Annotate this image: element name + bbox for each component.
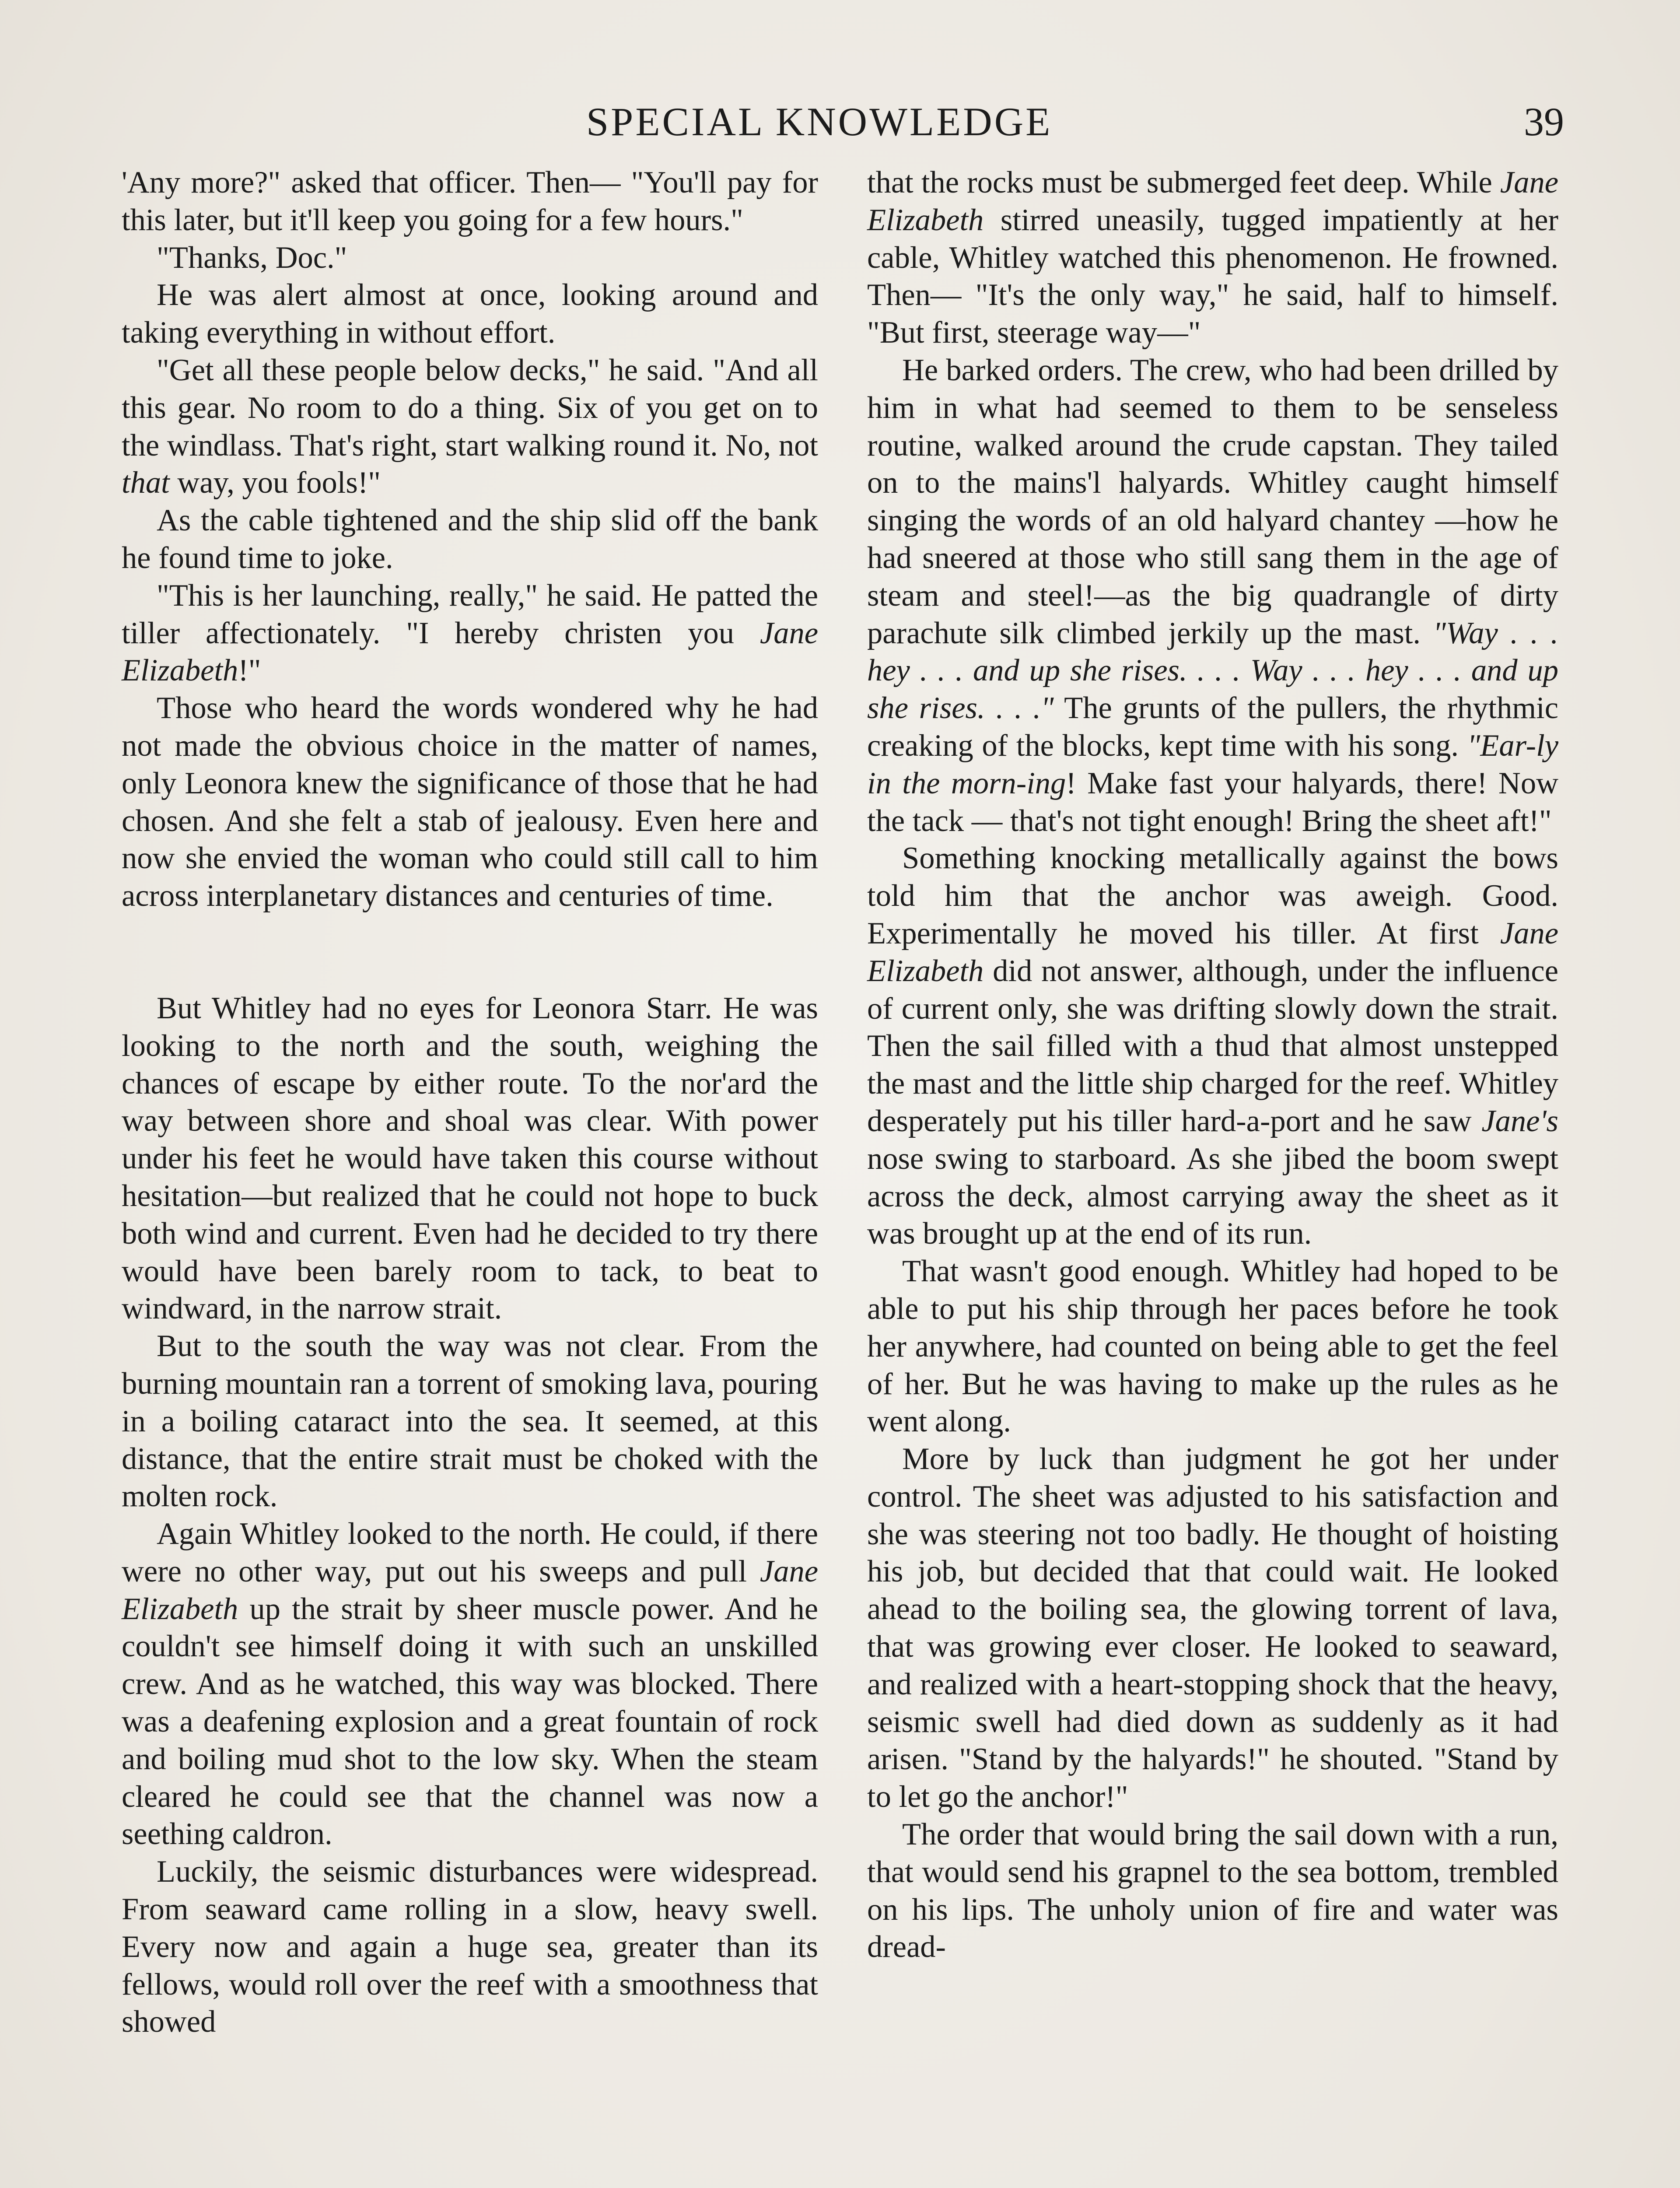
text-run: More by luck than judgment he got her under control. The sheet was adjusted to his satisfaction and she was steering not too badly. He thought of hoisting his job, but decided that that could wait. He looked ahead to the boiling sea, the glowing torrent of lava, that was growing ever closer. He looked to seaward, and realized with a heart-stopping shock that the heavy, seismic swell had died down as suddenly as it had arisen. "Stand by the halyards!" he shouted. "Stand by to let go the anchor!" xyxy=(867,1442,1558,1814)
text-run: 'Any more?" asked that officer. Then— "You'll pay for this later, but it'll keep you going for a few hours." xyxy=(122,165,818,237)
text-run: !" xyxy=(238,653,261,688)
text-run: Again Whitley looked to the north. He could, if there were no other way, put out his sweeps and pull xyxy=(122,1517,818,1588)
text-run: "Get all these people below decks," he said. "And all this gear. No room to do a thing. Six of you get on to the windlass. That's right, start walking round it. No, not xyxy=(122,353,818,463)
text-run: He barked orders. The crew, who had been drilled by him in what had seemed to them to be senseless routine, walked around the crude capstan. They tailed on to the mains'l halyards. Whitley caught himself singing the words of an old halyard chantey —how he had sneered at those who still sang them in the age of steam and steel!—as the big quadrangle of dirty parachute silk climbed jerkily up the mast. xyxy=(867,353,1558,650)
text-run: did not answer, although, under the influence of current only, she was drifting slowly down the strait. Then the sail filled with a thud that almost unstepped the mast and the little ship charged for the reef. Whitley desperately put his tiller hard-a-port and he saw xyxy=(867,954,1558,1138)
text-run: Luckily, the seismic disturbances were widespread. From seaward came rolling in a slow, heavy swell. Every now and again a huge sea, greater than its fellows, would roll over the reef with a smoothness that showed xyxy=(122,1855,818,2039)
running-head: SPECIAL KNOWLEDGE xyxy=(586,99,1053,144)
paragraph xyxy=(122,502,818,577)
text-run: nose swing to starboard. As she jibed the boom swept across the deck, almost carrying away the sheet as it was brought up at the end of its run. xyxy=(867,1141,1558,1251)
paragraph xyxy=(122,239,818,277)
italic-text: that xyxy=(122,466,170,500)
italic-text: "Way . . . hey . . . and up she rises. . . . Way . . . hey . . . and up she rises. . . ." xyxy=(867,616,1559,726)
paragraph xyxy=(122,352,818,502)
text-run: The order that would bring the sail down with a run, that would send his grapnel to the sea bottom, trembled on his lips. The unholy union of fire and water was dread- xyxy=(867,1817,1558,1964)
paragraph xyxy=(122,690,818,915)
paragraph xyxy=(122,277,818,352)
text-run: ! Make fast your halyards, there! Now the tack — that's not tight enough! Bring the sheet aft!" xyxy=(867,766,1558,838)
italic-text: Jane Elizabeth xyxy=(867,916,1558,988)
text-run: But Whitley had no eyes for Leonora Starr. He was looking to the north and the south, weighing the chances of escape by either route. To the nor'ard the way between shore and shoal was clear. With power under his feet he would have taken this course without hesitation—but realized that he could not hope to buck both wind and current. Even had he decided to try there would have been barely room to tack, to beat to windward, in the narrow strait. xyxy=(122,991,818,1326)
paragraph xyxy=(122,1515,818,1853)
text-run: stirred uneasily, tugged impatiently at her cable, Whitley watched this phenomenon. He frowned. Then— "It's the only way," he said, half to himself. "But first, steerage way—" xyxy=(867,203,1558,350)
paragraph xyxy=(867,840,1558,1253)
text-run: That wasn't good enough. Whitley had hoped to be able to put his ship through her paces before he took her anywhere, had counted on being able to get the feel of her. But he was having to make up the rules as he went along. xyxy=(867,1254,1558,1439)
paragraph xyxy=(122,577,818,690)
text-run: way, you fools!" xyxy=(169,466,381,500)
paragraph xyxy=(122,990,818,1328)
paragraph xyxy=(867,1441,1558,1816)
right-text-column xyxy=(867,164,1558,1966)
italic-text: Jane Elizabeth xyxy=(867,165,1558,237)
text-run: Something knocking metallically against the bows told him that the anchor was aweigh. Good. Experimentally he moved his tiller. At first xyxy=(867,841,1558,950)
paragraph xyxy=(122,1328,818,1515)
italic-text: "Ear-ly in the morn-ing xyxy=(867,728,1558,800)
italic-text: Jane Elizabeth xyxy=(122,616,818,688)
paragraph xyxy=(122,164,818,239)
text-run: He was alert almost at once, looking around and taking everything in without effort. xyxy=(122,278,818,350)
paragraph xyxy=(867,1253,1558,1441)
paragraph xyxy=(867,1816,1558,1966)
text-run: up the strait by sheer muscle power. And he couldn't see himself doing it with such an unskilled crew. And as he watched, this way was blocked. There was a deafening explosion and a great fountain of rock and boiling mud shot to the low sky. When the steam cleared he could see that the channel was now a seething caldron. xyxy=(122,1592,818,1851)
italic-text: Jane's xyxy=(1481,1104,1558,1138)
text-run: The grunts of the pullers, the rhythmic creaking of the blocks, kept time with his song. xyxy=(867,691,1558,763)
italic-text: Jane Elizabeth xyxy=(122,1554,818,1626)
text-run: As the cable tightened and the ship slid off the bank he found time to joke. xyxy=(122,503,818,575)
text-run: that the rocks must be submerged feet deep. While xyxy=(867,165,1500,200)
left-text-column xyxy=(122,164,818,2041)
text-run: "This is her launching, really," he said. He patted the tiller affectionately. "I hereby christen you xyxy=(122,578,818,650)
paragraph xyxy=(122,1853,818,2041)
text-run: "Thanks, Doc." xyxy=(157,240,347,275)
page-number: 39 xyxy=(1524,99,1564,144)
paragraph xyxy=(867,352,1558,840)
text-run: Those who heard the words wondered why he had not made the obvious choice in the matter of names, only Leonora knew the significance of those that he had chosen. And she felt a stab of jealousy. Even here and now she envied the woman who could still call to him across interplanetary distances and centuries of time. xyxy=(122,691,818,913)
paragraph xyxy=(867,164,1558,352)
text-run: But to the south the way was not clear. From the burning mountain ran a torrent of smoking lava, pouring in a boiling cataract into the sea. It seemed, at this distance, that the entire strait must be choked with the molten rock. xyxy=(122,1329,818,1514)
